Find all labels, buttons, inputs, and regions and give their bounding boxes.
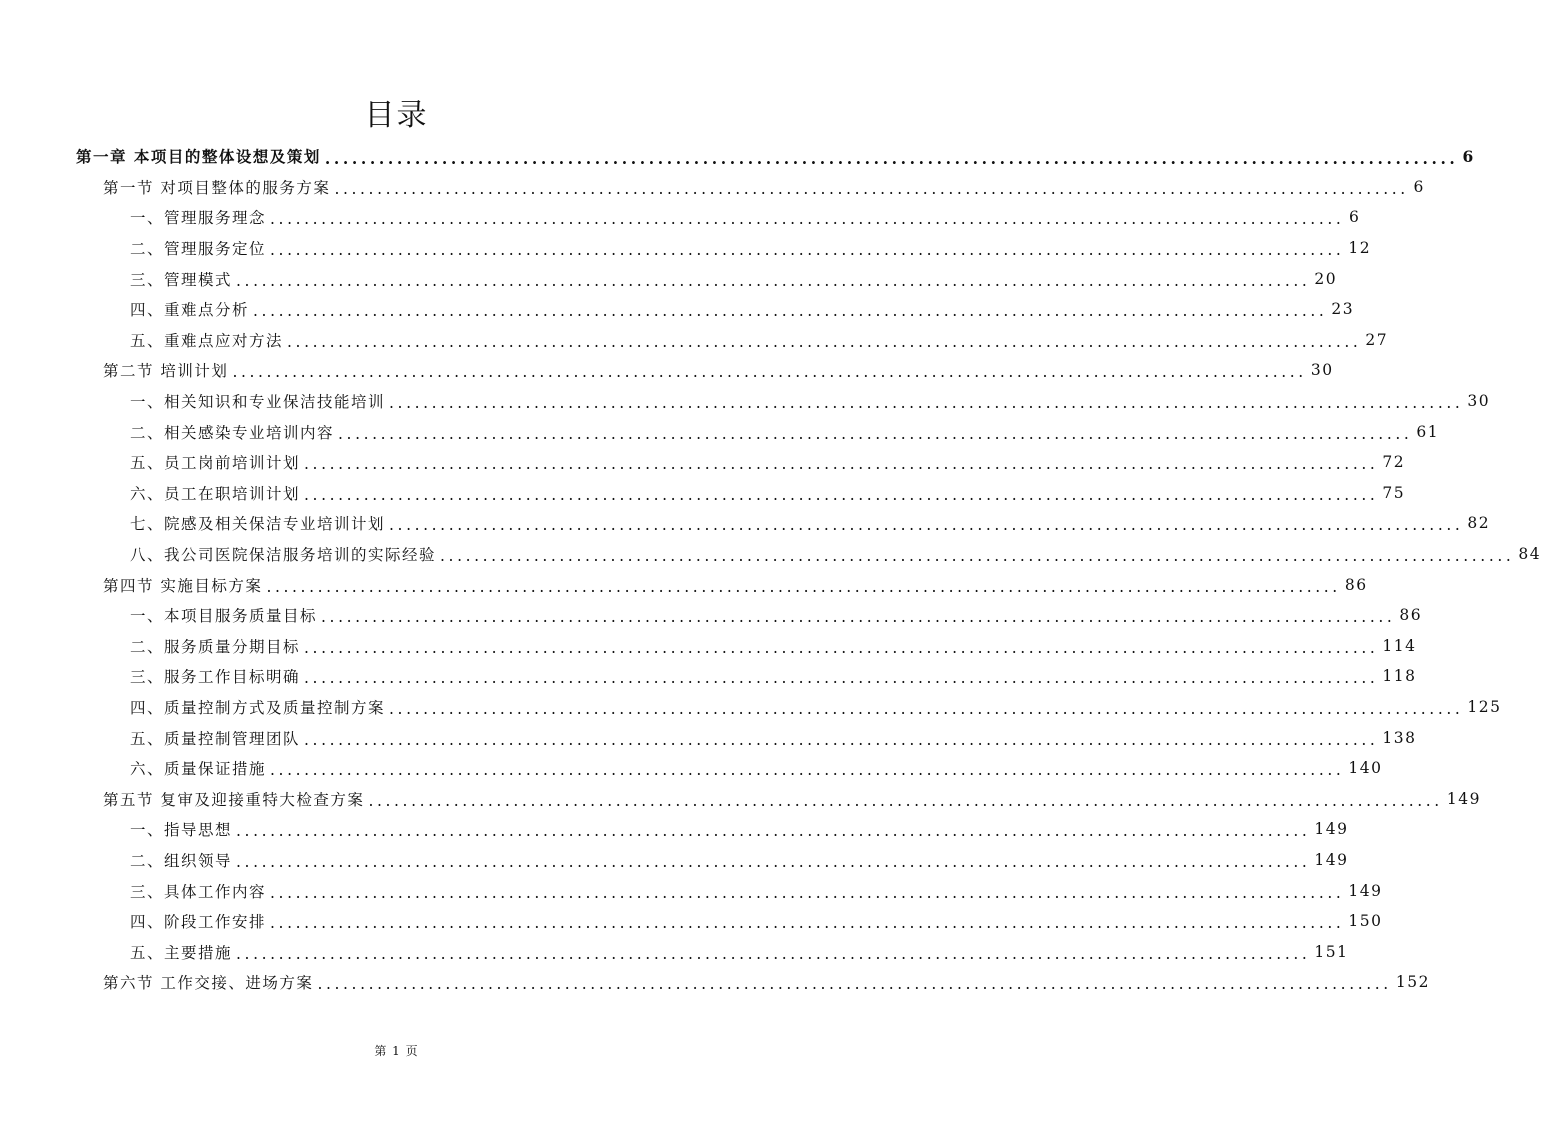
page-title: 目录 <box>364 98 429 133</box>
toc-entry[interactable] <box>0 447 1406 478</box>
toc-entry[interactable] <box>0 386 1491 417</box>
toc-entry-page: 114 <box>1382 636 1417 655</box>
toc-entry-page: 125 <box>1467 698 1502 717</box>
toc-entry[interactable] <box>0 294 1355 325</box>
toc-entry[interactable] <box>0 814 1349 845</box>
toc-entry[interactable] <box>0 600 1423 631</box>
toc-entry[interactable] <box>0 875 1383 906</box>
dot-leader: .............................................................................................................................. <box>368 791 1443 810</box>
footer-suffix: 页 <box>405 1044 419 1058</box>
toc-entry-page: 118 <box>1382 667 1417 686</box>
toc-entry-label: 一、本项目服务质量目标 <box>130 607 318 626</box>
toc-entry[interactable] <box>0 631 1417 662</box>
toc-entry-label: 一、指导思想 <box>130 821 233 840</box>
toc-entry-label: 四、质量控制方式及质量控制方案 <box>130 699 386 718</box>
toc-entry-label: 第六节 工作交接、进场方案 <box>103 974 314 993</box>
toc-entry-label: 五、主要措施 <box>130 943 233 962</box>
toc-entry-page: 27 <box>1365 330 1389 349</box>
toc-entry-page: 61 <box>1416 422 1440 441</box>
dot-leader: .............................................................................................................................. <box>304 730 1379 749</box>
dot-leader: .............................................................................................................................. <box>236 944 1311 963</box>
toc-entry[interactable] <box>0 967 1430 998</box>
toc-entry[interactable] <box>0 416 1440 447</box>
toc-entry[interactable] <box>0 753 1383 784</box>
toc-entry[interactable] <box>0 569 1368 600</box>
dot-leader: .............................................................................................................................. <box>389 700 1464 719</box>
dot-leader: .............................................................................................................................. <box>304 485 1379 504</box>
toc-entry-label: 五、质量控制管理团队 <box>130 729 301 748</box>
toc-entry-label: 五、员工岗前培训计划 <box>130 454 301 473</box>
toc-entry-page: 20 <box>1314 269 1338 288</box>
dot-leader: .............................................................................................................................. <box>304 638 1379 657</box>
toc-entry-label: 二、相关感染专业培训内容 <box>130 423 335 442</box>
toc-entry[interactable] <box>0 661 1417 692</box>
dot-leader: .............................................................................................................................. <box>324 148 1459 168</box>
toc-entry[interactable] <box>0 202 1361 233</box>
dot-leader: .............................................................................................................................. <box>317 975 1392 994</box>
toc-entry-label: 二、服务质量分期目标 <box>130 637 301 656</box>
toc-entry-page: 149 <box>1314 820 1349 839</box>
toc-entry-page: 6 <box>1462 146 1475 166</box>
toc-entry-page: 6 <box>1349 208 1361 227</box>
toc-entry[interactable] <box>0 478 1406 509</box>
toc-entry[interactable] <box>0 539 1541 570</box>
dot-leader: .............................................................................................................................. <box>236 271 1311 290</box>
toc-entry[interactable] <box>0 233 1372 264</box>
toc-entry-page: 150 <box>1348 912 1383 931</box>
toc-entry-label: 六、员工在职培训计划 <box>130 484 301 503</box>
toc-entry-page: 149 <box>1314 851 1349 870</box>
dot-leader: .............................................................................................................................. <box>270 761 1345 780</box>
dot-leader: .............................................................................................................................. <box>270 210 1345 229</box>
dot-leader: .............................................................................................................................. <box>287 332 1362 351</box>
toc-entry-label: 四、阶段工作安排 <box>130 913 267 932</box>
dot-leader: .............................................................................................................................. <box>270 883 1345 902</box>
toc-entry-page: 12 <box>1348 239 1372 258</box>
toc-entry-label: 第一章 本项目的整体设想及策划 <box>76 147 321 167</box>
toc-entry-page: 82 <box>1467 514 1491 533</box>
footer-prefix: 第 <box>374 1044 388 1058</box>
toc-entry-page: 23 <box>1331 300 1355 319</box>
dot-leader: .............................................................................................................................. <box>232 363 1307 382</box>
toc-entry[interactable] <box>0 355 1334 386</box>
dot-leader: .............................................................................................................................. <box>236 853 1311 872</box>
page-footer <box>0 1042 793 1059</box>
footer-page-number: 1 <box>392 1044 401 1058</box>
toc-entry[interactable] <box>0 141 1475 172</box>
toc-entry-page: 151 <box>1314 942 1349 961</box>
toc-entry-page: 72 <box>1382 453 1406 472</box>
dot-leader: .............................................................................................................................. <box>236 822 1311 841</box>
toc-entry-label: 五、重难点应对方法 <box>130 331 284 350</box>
toc-entry-page: 84 <box>1518 545 1541 564</box>
toc-entry[interactable] <box>0 263 1338 294</box>
toc-entry-page: 138 <box>1382 728 1417 747</box>
dot-leader: .............................................................................................................................. <box>304 669 1379 688</box>
toc-entry-page: 30 <box>1310 361 1334 380</box>
toc-entry-label: 二、管理服务定位 <box>130 240 267 259</box>
toc-entry[interactable] <box>0 692 1502 723</box>
toc-entry-label: 六、质量保证措施 <box>130 760 267 779</box>
toc-entry[interactable] <box>0 937 1349 968</box>
dot-leader: .............................................................................................................................. <box>338 424 1413 443</box>
dot-leader: .............................................................................................................................. <box>270 241 1345 260</box>
toc-entry-label: 三、具体工作内容 <box>130 882 267 901</box>
toc-entry[interactable] <box>0 906 1383 937</box>
toc-entry-label: 一、管理服务理念 <box>130 209 267 228</box>
toc-entry-label: 第五节 复审及迎接重特大检查方案 <box>103 790 365 809</box>
dot-leader: .............................................................................................................................. <box>253 302 1328 321</box>
toc-entry-label: 三、服务工作目标明确 <box>130 668 301 687</box>
dot-leader: .............................................................................................................................. <box>440 547 1515 566</box>
dot-leader: .............................................................................................................................. <box>389 394 1464 413</box>
toc-entry-label: 第二节 培训计划 <box>103 362 229 381</box>
dot-leader: .............................................................................................................................. <box>321 608 1396 627</box>
toc-entry-label: 一、相关知识和专业保洁技能培训 <box>130 393 386 412</box>
toc-entry-label: 七、院感及相关保洁专业培训计划 <box>130 515 386 534</box>
dot-leader: .............................................................................................................................. <box>270 914 1345 933</box>
toc-entry[interactable] <box>0 845 1349 876</box>
toc-entry-page: 86 <box>1344 575 1368 594</box>
toc-entry-page: 6 <box>1413 177 1425 196</box>
toc-entry-page: 149 <box>1348 881 1383 900</box>
dot-leader: .............................................................................................................................. <box>334 179 1409 198</box>
toc-entry-page: 140 <box>1348 759 1383 778</box>
toc-entry-page: 149 <box>1446 789 1481 808</box>
toc-entry-page: 30 <box>1467 392 1491 411</box>
toc-entry-label: 第四节 实施目标方案 <box>103 576 263 595</box>
toc-entry[interactable] <box>0 325 1389 356</box>
toc-entry-label: 三、管理模式 <box>130 270 233 289</box>
toc-entry[interactable] <box>0 172 1425 203</box>
dot-leader: .............................................................................................................................. <box>304 455 1379 474</box>
toc-entry[interactable] <box>0 508 1491 539</box>
toc-entry-label: 八、我公司医院保洁服务培训的实际经验 <box>130 546 437 565</box>
dot-leader: .............................................................................................................................. <box>266 577 1341 596</box>
toc-entry-page: 86 <box>1399 606 1423 625</box>
toc-entry-page: 152 <box>1395 973 1430 992</box>
toc-entry-label: 二、组织领导 <box>130 852 233 871</box>
toc-entry-page: 75 <box>1382 483 1406 502</box>
toc-entry-label: 第一节 对项目整体的服务方案 <box>103 178 331 197</box>
toc-entry[interactable] <box>0 722 1417 753</box>
toc-entry-label: 四、重难点分析 <box>130 301 250 320</box>
toc-entry[interactable] <box>0 784 1481 815</box>
dot-leader: .............................................................................................................................. <box>389 516 1464 535</box>
